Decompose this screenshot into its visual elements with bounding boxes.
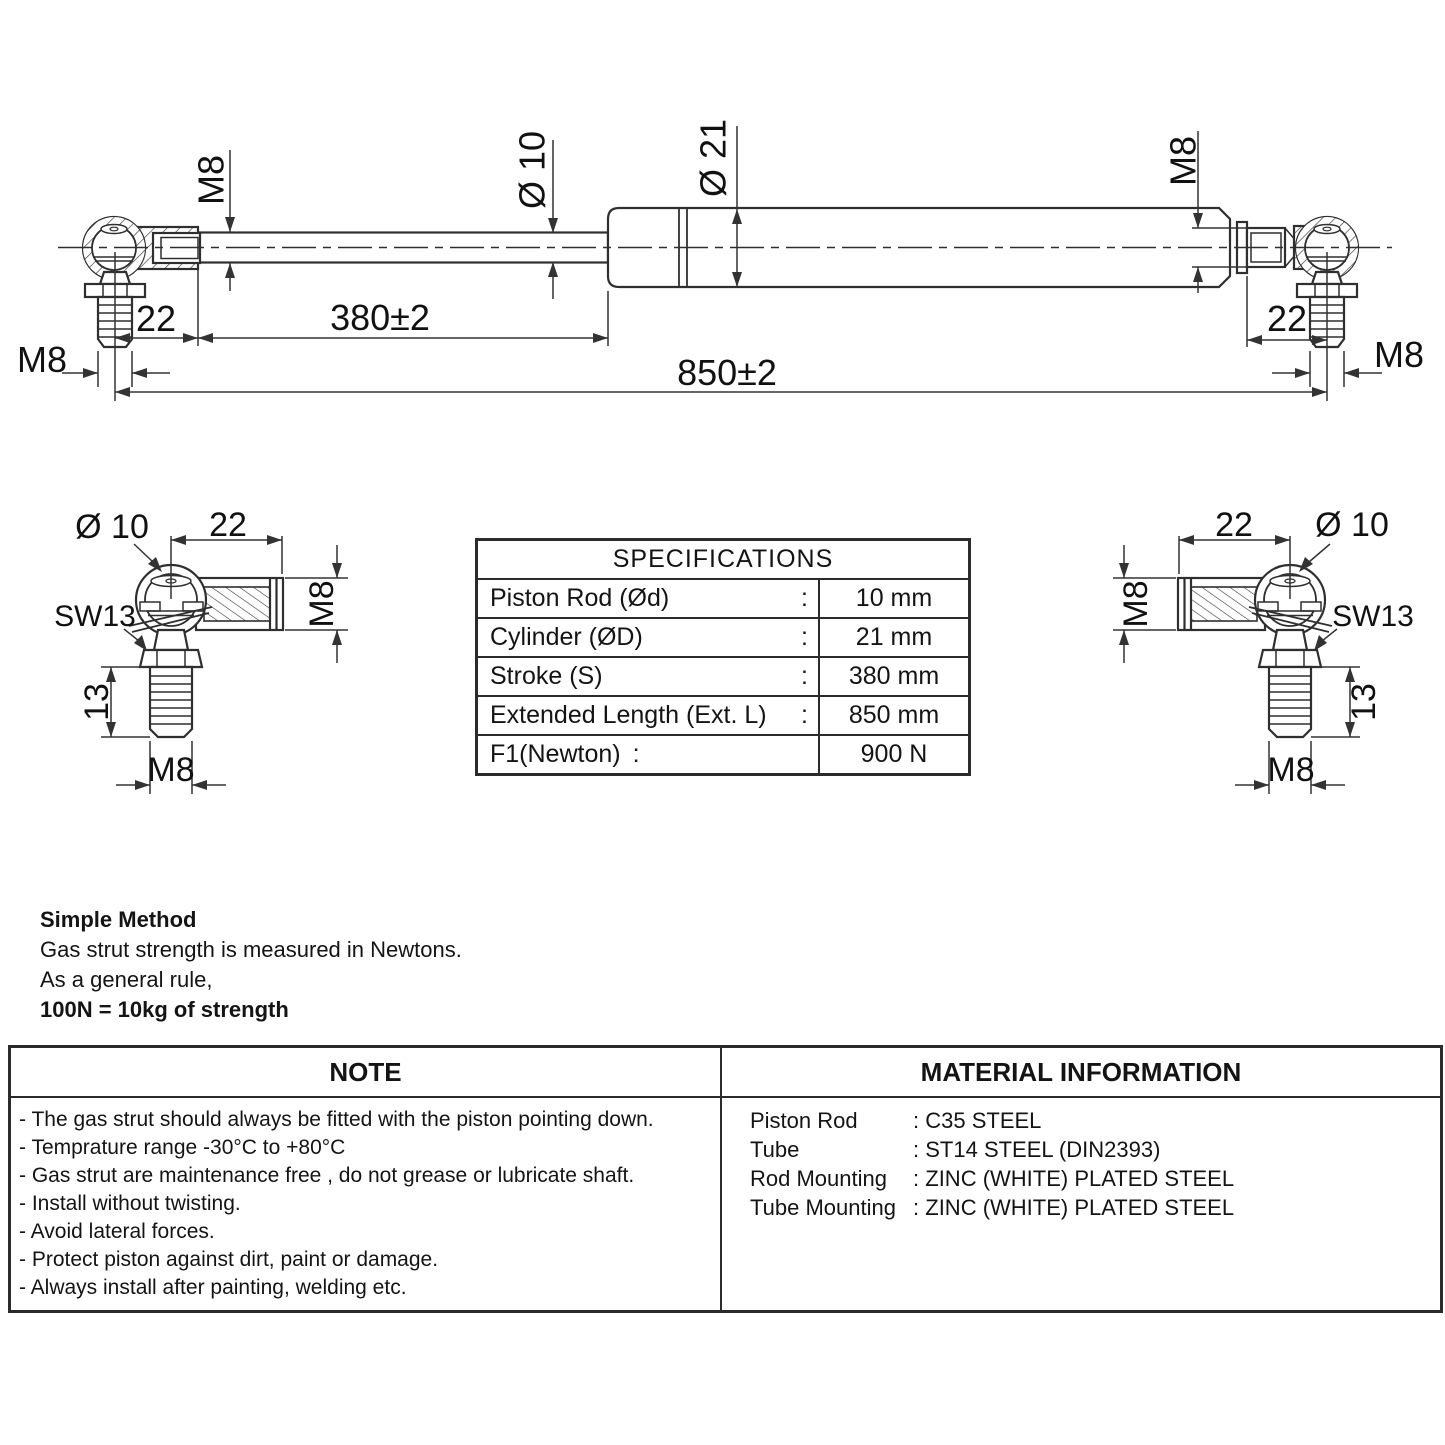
material-label: Rod Mounting [750, 1166, 887, 1191]
spec-row-stroke [478, 658, 968, 697]
dim-label-m8-rod-right: M8 [1162, 135, 1204, 187]
dim-label-stroke-380: 380±2 [330, 297, 430, 338]
spec-label: F1(Newton) [490, 740, 621, 768]
note-header: NOTE [11, 1048, 720, 1098]
detail-left-dimensions [101, 536, 348, 794]
dim-label-22-left: 22 [135, 298, 177, 339]
end-fitting-detail-left [129, 565, 283, 737]
detail-right-m8-bottom-label: M8 [1267, 751, 1315, 789]
note-item: - Protect piston against dirt, paint or damage. [19, 1248, 439, 1271]
material-colon: : [913, 1166, 920, 1191]
detail-left-22-label: 22 [209, 506, 247, 544]
spec-row-cylinder [478, 619, 968, 658]
material-label: Tube [750, 1137, 800, 1162]
detail-right-m8-label: M8 [1117, 580, 1155, 628]
dim-label-m8-stud-right: M8 [1373, 334, 1425, 375]
spec-colon: : [801, 584, 808, 612]
spec-row-piston-rod [478, 580, 968, 619]
detail-left-m8-label: M8 [303, 580, 341, 628]
note-item: - Always install after painting, welding etc. [19, 1276, 407, 1299]
dim-label-dia10: Ø 10 [511, 130, 553, 210]
material-row-piston-rod [750, 1106, 1440, 1135]
material-colon: : [913, 1195, 920, 1220]
detail-left-13-label: 13 [78, 683, 116, 721]
material-label: Piston Rod [750, 1108, 858, 1133]
dim-label-m8-stud-left: M8 [16, 339, 68, 380]
spec-label: Piston Rod (Ød) [490, 584, 670, 612]
simple-method-line2: As a general rule, [40, 967, 213, 992]
spec-value: 21 mm [818, 619, 968, 656]
note-material-table [8, 1045, 1443, 1313]
note-item: - Avoid lateral forces. [19, 1220, 215, 1243]
detail-right-13-label: 13 [1345, 683, 1383, 721]
detail-left-m8-bottom-label: M8 [147, 751, 195, 789]
detail-left-dia10-label: Ø 10 [75, 508, 149, 546]
detail-right-sw13-label: SW13 [1332, 600, 1414, 633]
simple-method-title: Simple Method [40, 907, 197, 932]
detail-right-dimensions [1113, 536, 1360, 794]
spec-row-f1-newton [478, 736, 968, 773]
note-item: - Temprature range -30°C to +80°C [19, 1136, 346, 1159]
material-colon: : [913, 1137, 920, 1162]
spec-colon: : [801, 623, 808, 651]
material-information-header: MATERIAL INFORMATION [720, 1048, 1440, 1098]
material-row-tube-mounting [750, 1193, 1440, 1222]
material-row-rod-mounting [750, 1164, 1440, 1193]
dim-label-22-right: 22 [1266, 298, 1308, 339]
material-label: Tube Mounting [750, 1195, 896, 1220]
material-list [720, 1098, 1440, 1310]
end-fitting-detail-right [1178, 565, 1332, 737]
simple-method-line1: Gas strut strength is measured in Newtons. [40, 937, 462, 962]
spec-value: 380 mm [818, 658, 968, 695]
detail-left-sw13-label: SW13 [54, 600, 136, 633]
spec-value: 900 N [818, 736, 968, 773]
simple-method-line3: 100N = 10kg of strength [40, 997, 289, 1022]
material-value: ZINC (WHITE) PLATED STEEL [925, 1166, 1235, 1191]
spec-colon: : [632, 740, 640, 768]
note-item: - Gas strut are maintenance free , do not grease or lubricate shaft. [19, 1164, 635, 1187]
spec-label: Stroke (S) [490, 662, 603, 690]
spec-value: 10 mm [818, 580, 968, 617]
dim-label-m8-rod-left: M8 [190, 154, 232, 206]
spec-row-extended-length [478, 697, 968, 736]
spec-value: 850 mm [818, 697, 968, 734]
specifications-title: SPECIFICATIONS [478, 541, 968, 580]
specifications-table [475, 538, 971, 776]
note-list [11, 1098, 720, 1310]
simple-method-block [40, 905, 462, 1025]
spec-label: Cylinder (ØD) [490, 623, 643, 651]
note-item: - Install without twisting. [19, 1192, 241, 1215]
detail-right-22-label: 22 [1215, 506, 1253, 544]
spec-colon: : [801, 701, 808, 729]
material-row-tube [750, 1135, 1440, 1164]
spec-label: Extended Length (Ext. L) [490, 701, 767, 729]
strut-side-view [58, 208, 1392, 347]
note-item: - The gas strut should always be fitted with the piston pointing down. [19, 1108, 654, 1131]
material-value: C35 STEEL [925, 1108, 1042, 1133]
detail-right-dia10-label: Ø 10 [1315, 506, 1389, 544]
material-colon: : [913, 1108, 920, 1133]
material-value: ST14 STEEL (DIN2393) [925, 1137, 1161, 1162]
dim-label-extended-850: 850±2 [677, 352, 777, 393]
spec-colon: : [801, 662, 808, 690]
dim-label-dia21: Ø 21 [692, 118, 734, 198]
material-value: ZINC (WHITE) PLATED STEEL [925, 1195, 1235, 1220]
